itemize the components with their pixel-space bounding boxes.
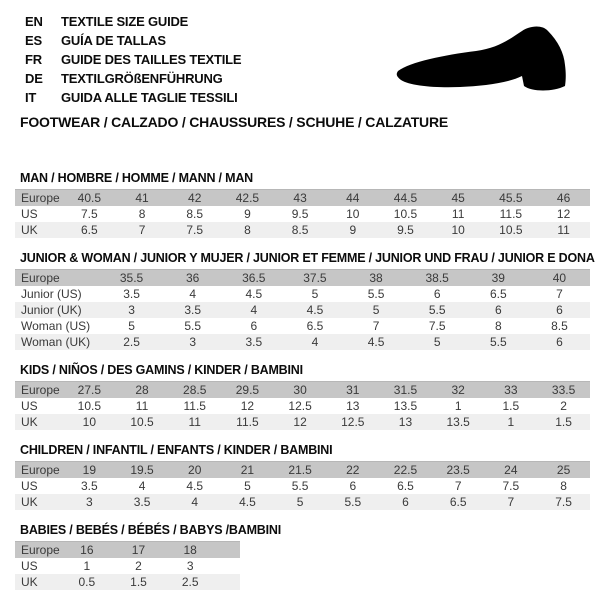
- table-row: [15, 270, 590, 287]
- size-cell: 4.5: [245, 287, 263, 301]
- size-cell: 10: [82, 415, 97, 429]
- size-cell: 19.5: [130, 463, 154, 477]
- size-cell: 5: [128, 319, 135, 333]
- size-cell: 19: [82, 463, 97, 477]
- size-table-kids: [15, 381, 590, 430]
- size-cell: 22: [346, 463, 360, 477]
- size-cell: 5.5: [344, 495, 362, 509]
- size-cell: 7.5: [555, 495, 572, 509]
- size-cell: 6: [494, 303, 502, 317]
- size-cell: 4.5: [239, 495, 256, 509]
- size-cell: 7.5: [428, 319, 446, 333]
- size-cell: 2: [560, 399, 567, 413]
- language-code: EN: [25, 14, 43, 29]
- size-cell: 3: [86, 495, 93, 509]
- size-cell: 5.5: [489, 335, 507, 349]
- size-cell: 7: [507, 495, 515, 509]
- row-label: Junior (US): [21, 287, 82, 301]
- size-cell: 29.5: [235, 383, 260, 397]
- size-cell: 32: [451, 383, 465, 397]
- spacer-cell: [216, 574, 240, 590]
- size-cell: 4: [138, 479, 146, 493]
- language-title: TEXTILE SIZE GUIDE: [61, 14, 189, 29]
- size-cell: 8: [494, 319, 502, 333]
- size-cell: 23.5: [446, 463, 470, 477]
- size-cell: 42: [188, 191, 202, 205]
- size-cell: 12: [240, 399, 255, 413]
- language-title: TEXTILGRÖßENFÜHRUNG: [61, 71, 223, 86]
- size-cell: 4.5: [367, 335, 385, 349]
- table-row: [15, 334, 590, 350]
- size-table-man: [15, 189, 590, 238]
- row-label: US: [21, 399, 38, 413]
- row-label: UK: [21, 495, 38, 509]
- size-cell: 5: [433, 335, 441, 349]
- table-row: [15, 190, 590, 207]
- row-label: US: [21, 479, 38, 493]
- size-cell: 8: [138, 207, 146, 221]
- row-label: UK: [21, 223, 38, 237]
- row-label: Junior (UK): [21, 303, 82, 317]
- table-row: [15, 382, 590, 399]
- size-cell: 1: [507, 415, 515, 429]
- section-title-babies: BABIES / BEBÉS / BÉBÉS / BABYS /BAMBINI: [20, 523, 281, 537]
- size-cell: 3.5: [123, 287, 140, 301]
- size-cell: 3: [128, 303, 135, 317]
- size-cell: 6: [349, 479, 357, 493]
- size-cell: 9.5: [291, 207, 309, 221]
- size-cell: 5.5: [291, 479, 309, 493]
- table-row: [15, 302, 590, 318]
- table-row: [15, 462, 590, 479]
- table-row: [15, 206, 590, 222]
- size-cell: 11: [188, 415, 201, 429]
- size-cell: 12.5: [288, 399, 312, 413]
- table-row: [15, 222, 590, 238]
- size-cell: 13: [346, 399, 360, 413]
- size-cell: 11.5: [183, 399, 206, 413]
- language-title: GUÍA DE TALLAS: [61, 33, 166, 48]
- size-cell: 20: [188, 463, 202, 477]
- size-cell: 3.5: [184, 303, 202, 317]
- size-cell: 45: [451, 191, 465, 205]
- size-cell: 31.5: [393, 383, 418, 397]
- size-section-babies: [15, 524, 590, 590]
- size-cell: 25: [556, 463, 571, 477]
- size-cell: 7.5: [502, 479, 520, 493]
- language-list: [25, 12, 241, 107]
- size-cell: 4: [250, 303, 258, 317]
- size-cell: 7.5: [81, 207, 98, 221]
- language-title: GUIDE DES TAILLES TEXTILE: [61, 52, 242, 67]
- size-cell: 1: [83, 559, 91, 573]
- size-table-children: [15, 461, 590, 510]
- size-cell: 8: [244, 223, 251, 237]
- size-cell: 5.5: [184, 319, 202, 333]
- size-cell: 4: [189, 287, 197, 301]
- row-label: Europe: [21, 543, 60, 557]
- size-cell: 16: [80, 543, 94, 557]
- table-row: [15, 494, 590, 510]
- size-cell: 36: [186, 271, 200, 285]
- row-label: Europe: [21, 463, 60, 477]
- size-cell: 8.5: [551, 319, 568, 333]
- size-cell: 10.5: [393, 207, 418, 221]
- size-cell: 13: [398, 415, 413, 429]
- size-cell: 9: [349, 223, 357, 237]
- language-row-de: [25, 69, 241, 88]
- size-cell: 7.5: [186, 223, 204, 237]
- size-cell: 1.5: [130, 575, 147, 589]
- size-cell: 13.5: [393, 399, 418, 413]
- size-section-junior-woman: [15, 251, 595, 350]
- size-cell: 46: [556, 191, 571, 205]
- row-label: UK: [21, 415, 38, 429]
- language-code: IT: [25, 90, 37, 105]
- size-cell: 11: [135, 399, 149, 413]
- language-code: DE: [25, 71, 43, 86]
- category-title: FOOTWEAR / CALZADO / CHAUSSURES / SCHUHE / CALZATURE: [20, 114, 449, 130]
- size-cell: 12: [293, 415, 307, 429]
- size-cell: 1: [454, 399, 462, 413]
- size-cell: 4: [191, 495, 199, 509]
- size-section-kids: [15, 364, 590, 430]
- row-label: Europe: [21, 271, 60, 285]
- size-cell: 21: [240, 463, 255, 477]
- size-section-man: [15, 172, 590, 238]
- size-cell: 30: [293, 383, 307, 397]
- size-cell: 45.5: [499, 191, 523, 205]
- row-label: US: [21, 207, 38, 221]
- size-cell: 18: [183, 543, 197, 557]
- size-cell: 1.5: [502, 399, 520, 413]
- language-row-en: [25, 12, 241, 31]
- language-code: FR: [25, 52, 42, 67]
- size-cell: 0.5: [78, 575, 96, 589]
- row-label: UK: [21, 575, 38, 589]
- size-cell: 11.5: [499, 207, 523, 221]
- size-cell: 10.5: [499, 223, 523, 237]
- size-cell: 40.5: [77, 191, 102, 205]
- section-title-junior-woman: JUNIOR & WOMAN / JUNIOR Y MUJER / JUNIOR ET FEMME / JUNIOR UND FRAU / JUNIOR E DONA: [20, 251, 595, 265]
- size-cell: 5: [372, 303, 380, 317]
- size-cell: 9.5: [397, 223, 414, 237]
- table-row: [15, 318, 590, 334]
- language-title: GUIDA ALLE TAGLIE TESSILI: [61, 90, 238, 105]
- size-section-children: [15, 444, 590, 510]
- row-label: Woman (UK): [21, 335, 91, 349]
- size-cell: 7: [372, 319, 380, 333]
- table-row: [15, 414, 590, 430]
- section-title-children: CHILDREN / INFANTIL / ENFANTS / KINDER / BAMBINI: [20, 443, 333, 457]
- size-cell: 6: [556, 303, 563, 317]
- size-cell: 2: [135, 559, 142, 573]
- size-cell: 7: [556, 287, 563, 301]
- size-cell: 6: [402, 495, 409, 509]
- size-cell: 3.5: [81, 479, 98, 493]
- size-cell: 38: [369, 271, 383, 285]
- size-cell: 28: [135, 383, 149, 397]
- size-cell: 4.5: [186, 479, 204, 493]
- size-cell: 10.5: [77, 399, 102, 413]
- size-cell: 7: [138, 223, 146, 237]
- size-cell: 11: [451, 207, 465, 221]
- size-table-babies: [15, 541, 240, 590]
- size-cell: 6.5: [397, 479, 414, 493]
- size-cell: 42.5: [235, 191, 260, 205]
- table-row: [15, 398, 590, 414]
- section-title-kids: KIDS / NIÑOS / DES GAMINS / KINDER / BAMBINI: [20, 363, 303, 377]
- size-tables: [15, 171, 595, 590]
- size-cell: 10: [451, 223, 465, 237]
- size-cell: 43: [293, 191, 307, 205]
- size-cell: 6.5: [81, 223, 98, 237]
- size-cell: 35.5: [119, 271, 144, 285]
- size-cell: 5: [311, 287, 319, 301]
- size-cell: 33: [504, 383, 518, 397]
- size-cell: 5: [244, 479, 251, 493]
- size-cell: 8: [560, 479, 567, 493]
- size-cell: 7: [454, 479, 462, 493]
- size-cell: 33.5: [551, 383, 576, 397]
- size-cell: 3.5: [245, 335, 263, 349]
- size-cell: 44: [346, 191, 360, 205]
- spacer-cell: [216, 558, 240, 574]
- row-label: Europe: [21, 191, 60, 205]
- size-cell: 5.5: [367, 287, 385, 301]
- row-label: Europe: [21, 383, 60, 397]
- size-cell: 3: [186, 559, 194, 573]
- size-cell: 6: [556, 335, 563, 349]
- dress-shoe-icon: [396, 24, 576, 96]
- size-cell: 9: [244, 207, 251, 221]
- size-cell: 27.5: [77, 383, 102, 397]
- size-cell: 10.5: [130, 415, 154, 429]
- language-row-fr: [25, 50, 241, 69]
- size-cell: 2.5: [181, 575, 199, 589]
- table-row: [15, 558, 240, 574]
- size-cell: 37.5: [303, 271, 327, 285]
- size-cell: 8.5: [186, 207, 204, 221]
- language-row-it: [25, 88, 241, 107]
- size-cell: 17: [131, 543, 146, 557]
- row-label: Woman (US): [21, 319, 91, 333]
- size-cell: 24: [504, 463, 518, 477]
- size-cell: 1.5: [555, 415, 572, 429]
- size-cell: 36.5: [242, 271, 266, 285]
- row-label: US: [21, 559, 38, 573]
- size-cell: 3.5: [133, 495, 151, 509]
- language-code: ES: [25, 33, 42, 48]
- table-row: [15, 542, 240, 559]
- size-cell: 5.5: [428, 303, 446, 317]
- table-row: [15, 478, 590, 494]
- size-cell: 4.5: [306, 303, 324, 317]
- size-cell: 2.5: [123, 335, 140, 349]
- size-cell: 11.5: [236, 415, 259, 429]
- size-cell: 6.5: [449, 495, 467, 509]
- size-cell: 11: [557, 223, 570, 237]
- size-cell: 3: [189, 335, 197, 349]
- table-row: [15, 574, 240, 590]
- section-title-man: MAN / HOMBRE / HOMME / MANN / MAN: [20, 171, 253, 185]
- size-cell: 12: [556, 207, 571, 221]
- size-cell: 39: [491, 271, 505, 285]
- size-cell: 28.5: [183, 383, 207, 397]
- language-row-es: [25, 31, 241, 50]
- size-cell: 8.5: [291, 223, 309, 237]
- size-cell: 6.5: [489, 287, 507, 301]
- size-cell: 13.5: [446, 415, 470, 429]
- table-row: [15, 286, 590, 302]
- size-cell: 40: [552, 271, 567, 285]
- size-cell: 5: [296, 495, 304, 509]
- size-cell: 6: [250, 319, 258, 333]
- size-cell: 21.5: [288, 463, 312, 477]
- size-cell: 6.5: [306, 319, 324, 333]
- size-cell: 12.5: [341, 415, 365, 429]
- size-table-junior-woman: [15, 269, 590, 350]
- size-cell: 10: [346, 207, 360, 221]
- size-cell: 44.5: [393, 191, 418, 205]
- size-cell: 22.5: [393, 463, 418, 477]
- size-cell: 6: [433, 287, 441, 301]
- size-cell: 4: [311, 335, 319, 349]
- size-cell: 41: [135, 191, 149, 205]
- size-cell: 31: [346, 383, 360, 397]
- size-cell: 38.5: [425, 271, 449, 285]
- spacer-cell: [216, 542, 240, 559]
